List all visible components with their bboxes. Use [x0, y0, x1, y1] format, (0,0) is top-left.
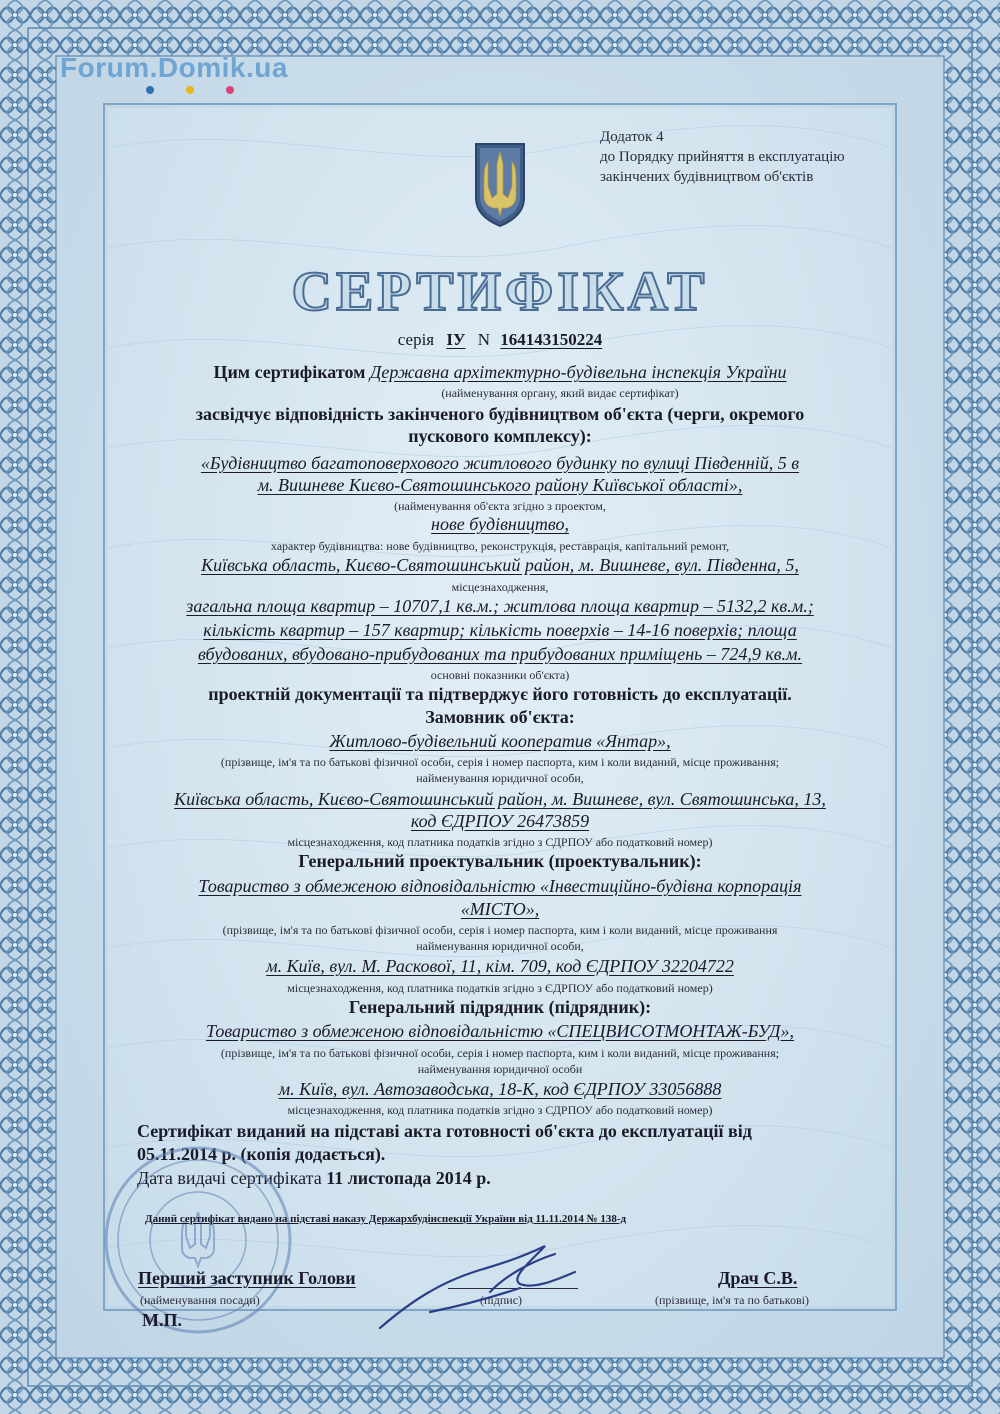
- object-caption: (найменування об'єкта згідно з проектом,: [394, 499, 606, 513]
- series-value: ІУ: [446, 330, 466, 349]
- customer-address: Київська область, Києво-Святошинський район, м. Вишневе, вул. Святошинська, 13,: [174, 789, 826, 809]
- series-line: [0, 330, 1000, 350]
- indicators-line-2: кількість квартир – 157 квартир; кількість поверхів – 14-16 поверхів; площа: [203, 620, 797, 640]
- issue-date-label: Дата видачі сертифіката: [137, 1168, 322, 1188]
- certifies-line-2: пускового комплексу):: [408, 426, 592, 446]
- customer-caption-2: найменування юридичної особи,: [416, 771, 584, 785]
- customer-code: код ЄДРПОУ 26473859: [410, 811, 590, 831]
- annex-reference: [600, 127, 845, 187]
- annex-line-1: Додаток 4: [600, 129, 664, 145]
- blue-dot-icon: [146, 86, 154, 94]
- trident-emblem-icon: [472, 140, 528, 228]
- name-caption: (прізвище, ім'я та по батькові): [655, 1293, 809, 1307]
- contractor-caption-1: (прізвище, ім'я та по батькові фізичної особи, серія і номер паспорта, ким і коли виданий, місце проживання;: [220, 1046, 780, 1060]
- customer-caption-1: (прізвище, ім'я та по батькові фізичної особи, серія і номер паспорта, ким і коли виданий, місце проживання;: [220, 755, 780, 769]
- order-note: Даний сертифікат видано на підставі наказу Держархбудінспекції України від 11.11.2014 № 138-д: [145, 1213, 627, 1225]
- annex-line-3: закінчених будівництвом об'єктів: [600, 169, 814, 185]
- location-caption: місцезнаходження,: [451, 580, 549, 594]
- contractor-caption-3: місцезнаходження, код платника податків згідно з СДРПОУ або податковий номер): [287, 1103, 713, 1117]
- certificate-title: [0, 262, 1000, 326]
- issuer-caption: (найменування органу, який видає сертифікат): [441, 386, 679, 400]
- contractor-address: м. Київ, вул. Автозаводська, 18-К, код ЄДРПОУ 33056888: [278, 1079, 722, 1099]
- indicators-line-3: вбудованих, вбудовано-прибудованих та прибудованих приміщень – 724,9 кв.м.: [197, 644, 803, 664]
- pink-dot-icon: [226, 86, 234, 94]
- annex-line-2: до Порядку прийняття в експлуатацію: [600, 149, 845, 165]
- issuer-lead: Цим сертифікатом: [213, 362, 366, 382]
- designer-address: м. Київ, вул. М. Раскової, 11, кім. 709, код ЄДРПОУ 32204722: [266, 956, 734, 976]
- signatory-position: Перший заступник Голови: [138, 1268, 356, 1288]
- basis-line-1: Сертифікат виданий на підставі акта готовності об'єкта до експлуатації від: [137, 1121, 752, 1141]
- designer-caption-3: місцезнаходження, код платника податків згідно з ЄДРПОУ або податковий номер): [287, 981, 713, 995]
- project-documentation-line: проектній документації та підтверджує його готовність до експлуатації.: [208, 684, 792, 704]
- issuer-name: Державна архітектурно-будівельна інспекція України: [369, 362, 787, 382]
- designer-heading: Генеральний проектувальник (проектувальник):: [298, 851, 702, 871]
- handwritten-signature-icon: [370, 1232, 600, 1342]
- indicators-line-1: загальна площа квартир – 10707,1 кв.м.; житлова площа квартир – 5132,2 кв.м.;: [186, 596, 814, 616]
- designer-caption-2: найменування юридичної особи,: [416, 939, 584, 953]
- customer-name: Житлово-будівельний кооператив «Янтар»,: [329, 731, 671, 751]
- object-location: Київська область, Києво-Святошинський район, м. Вишневе, вул. Південна, 5,: [201, 555, 799, 575]
- contractor-name: Товариство з обмеженою відповідальністю «СПЕЦВИСОТМОНТАЖ-БУД»,: [206, 1021, 794, 1041]
- stamp-place: М.П.: [142, 1310, 182, 1330]
- yellow-dot-icon: [186, 86, 194, 94]
- designer-caption-1: (прізвище, ім'я та по батькові фізичної особи, серія і номер паспорта, ким і коли виданий, місце проживання: [222, 923, 778, 937]
- basis-line-2: 05.11.2014 р. (копія додається).: [137, 1144, 386, 1164]
- customer-heading: Замовник об'єкта:: [425, 707, 575, 727]
- signature-caption: (підпис): [480, 1293, 523, 1307]
- signatory-name: Драч С.В.: [718, 1268, 798, 1288]
- contractor-caption-2: найменування юридичної особи: [417, 1062, 583, 1076]
- watermark-text: Forum.Domik.ua: [60, 52, 288, 83]
- number-label: N: [477, 330, 490, 349]
- construction-type: нове будівництво,: [431, 514, 569, 534]
- certifies-line-1: засвідчує відповідність закінченого будівництвом об'єкта (черги, окремого: [195, 404, 805, 424]
- position-caption: (найменування посади): [140, 1293, 260, 1307]
- indicators-caption: основні показники об'єкта): [430, 668, 570, 682]
- object-name-line-1: «Будівництво багатоповерхового житлового будинку по вулиці Південній, 5 в: [200, 453, 800, 473]
- construction-caption: характер будівництва: нове будівництво, реконструкція, реставрація, капітальний ремонт,: [270, 539, 730, 553]
- title-text: СЕРТИФІКАТ: [291, 262, 709, 323]
- series-label: серія: [397, 330, 435, 349]
- contractor-heading: Генеральний підрядник (підрядник):: [348, 997, 652, 1017]
- designer-name-line-2: «МІСТО»,: [460, 899, 540, 919]
- official-seal-icon: [98, 1140, 298, 1340]
- object-name-line-2: м. Вишневе Києво-Святошинського району Київської області»,: [257, 475, 743, 495]
- designer-name-line-1: Товариство з обмеженою відповідальністю «Інвестиційно-будівна корпорація: [198, 876, 802, 896]
- issuer-line: [0, 362, 1000, 383]
- issue-date-value: 11 листопада 2014 р.: [326, 1168, 491, 1188]
- certificate-number: 164143150224: [500, 330, 603, 349]
- customer-caption-3: місцезнаходження, код платника податків згідно з СДРПОУ або податковий номер): [287, 835, 713, 849]
